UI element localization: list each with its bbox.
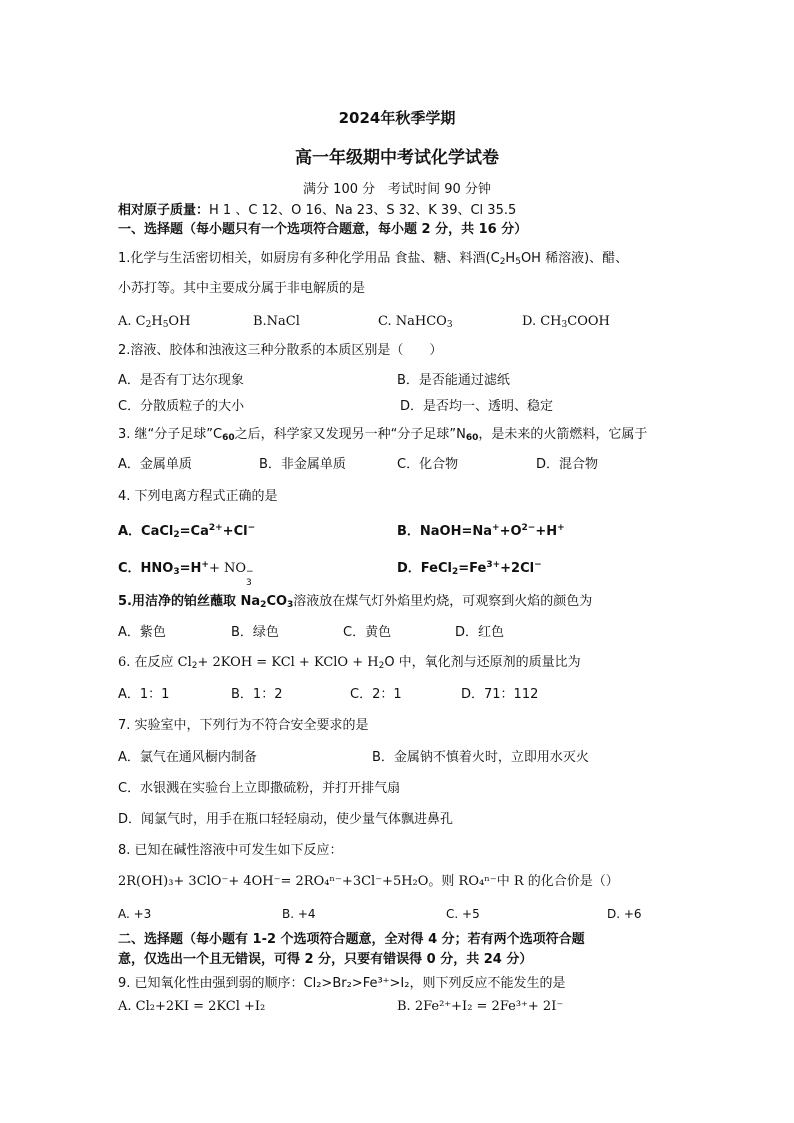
q5-stem: 5.用洁净的铂丝蘸取 $Na_2CO_3$溶液放在煤气灯外焰里灼烧，可观察到火焰的颜色为	[118, 594, 593, 610]
q9-stem: 9. 已知氧化性由强到弱的顺序：Cl₂>Br₂>Fe³⁺>I₂，则下列反应不能发生的是	[118, 976, 566, 991]
q7-option-d: D．闻氯气时，用手在瓶口轻轻扇动，使少量气体飘进鼻孔	[118, 812, 454, 827]
q4-option-a-text: A．CaCl	[118, 524, 174, 539]
q1-stem-line2: 小苏打等。其中主要成分属于非电解质的是	[118, 281, 366, 296]
q4-option-b-text: B．NaOH=Na	[397, 524, 493, 539]
q5-option-a: A．紫色	[118, 625, 166, 640]
q4-option-a: A．$CaCl_2=Ca^{2+}+Cl^-$	[118, 523, 256, 540]
q3-option-b: B．非金属单质	[259, 457, 346, 472]
q4-option-c: C．$HNO_3=H^++$ NO − 3	[118, 560, 254, 588]
q1-option-a-text: H	[151, 314, 163, 329]
q1-option-c: C. NaHCO$_3$	[378, 314, 453, 330]
q7-stem: 7. 实验室中，下列行为不符合安全要求的是	[118, 718, 369, 733]
q4-option-d-text: +2Cl	[500, 561, 535, 576]
exam-term: 2024年秋季学期	[338, 109, 456, 127]
q4-option-a-text: =Ca	[179, 524, 209, 539]
q6-option-a: A．1：1	[118, 687, 170, 702]
q1-option-a-text: A. C	[118, 314, 146, 329]
q1-option-b: B.NaCl	[253, 314, 300, 329]
section-2-heading: 二、选择题（每小题有 1-2 个选项符合题意，全对得 4 分；若有两个选项符合题	[118, 932, 585, 947]
q3-option-a: A．金属单质	[118, 457, 192, 472]
section-1-heading: 一、选择题（每小题只有一个选项符合题意，每小题 2 分，共 16 分）	[118, 222, 528, 237]
exam-title: 高一年级期中考试化学试卷	[295, 148, 499, 168]
q7-option-a: A．氯气在通风橱内制备	[118, 750, 257, 765]
q3-option-d: D．混合物	[536, 457, 599, 472]
q4-option-c-text: + NO	[208, 561, 247, 576]
q9-option-b: B. 2Fe²⁺+I₂ = 2Fe³⁺+ 2I⁻	[397, 999, 564, 1014]
q2-option-b: B．是否能通过滤纸	[397, 373, 510, 388]
q4-option-b-text: +H	[535, 524, 558, 539]
q6-option-c: C．2：1	[350, 687, 402, 702]
q6-stem-part: + 2KOH = KCl + KClO + H	[197, 655, 379, 670]
q5-stem-part: CO	[266, 594, 288, 609]
q1-option-d: D. $CH_3COOH$	[522, 314, 610, 330]
q1-option-d-text: D. CH	[522, 314, 562, 329]
q4-option-b-text: +O	[499, 524, 522, 539]
q3-stem: 3. 继“分子足球$”C_{60}$之后，科学家又发现另一种“分子足球$”N_{60}$，是未来的火箭燃料，它属于	[118, 427, 648, 443]
q3-stem-part: 3. 继“分子足球”C	[118, 427, 223, 442]
q6-stem-part: 6. 在反应 Cl	[118, 655, 192, 670]
q4-option-d: D．$FeCl_2=Fe^{3+}+2Cl^-$	[397, 560, 542, 577]
q3-option-c: C．化合物	[397, 457, 459, 472]
q5-option-b: B．绿色	[231, 625, 279, 640]
q2-option-c: C．分散质粒子的大小	[118, 399, 245, 414]
q1-stem-part: 1.化学与生活密切相关，如厨房有多种化学用品 食盐、糖、料酒(C	[118, 251, 500, 266]
q8-option-b: B. +4	[282, 907, 316, 921]
q4-option-b: B．$NaOH=Na^++O^{2-}+H^+$	[397, 523, 565, 539]
q6-option-d: D．71：112	[461, 687, 539, 702]
q6-stem-part: O 中，氧化剂与还原剂的质量比为	[384, 655, 581, 670]
q1-option-a-text: OH	[168, 314, 191, 329]
q5-option-d: D．红色	[455, 625, 505, 640]
q4-stem: 4. 下列电离方程式正确的是	[118, 489, 278, 504]
q4-option-d-text: D．FeCl	[397, 561, 452, 576]
q5-stem-part: 5.用洁净的铂丝蘸取 Na	[118, 594, 261, 609]
q8-option-d: D. +6	[607, 907, 642, 921]
atomic-mass-line	[118, 203, 516, 219]
q8-option-a: A. +3	[118, 907, 152, 921]
q1-option-d-text: COOH	[567, 314, 610, 329]
q3-stem-part: ，是未来的火箭燃料，它属于	[478, 427, 648, 442]
q1-stem: 1.化学与生活密切相关，如厨房有多种化学用品 食盐、糖、料酒($C_2H_5OH$ 稀溶液)、醋、	[118, 251, 629, 267]
exam-meta: 满分 100 分 考试时间 90 分钟	[303, 182, 491, 197]
atomic-mass-label: 相对原子质量：	[118, 203, 210, 218]
q1-stem-part: H	[505, 251, 516, 266]
q6-option-b: B．1：2	[231, 687, 283, 702]
section-2-heading-cont: 意，仅选出一个且无错误，可得 2 分，只要有错误得 0 分，共 24 分）	[118, 952, 533, 967]
q2-stem: 2.溶液、胶体和浊液这三种分散系的本质区别是（ ）	[118, 343, 443, 358]
q5-option-c: C．黄色	[343, 625, 392, 640]
q8-option-c: C. +5	[446, 907, 480, 921]
q8-equation: 2R(OH)₃+ 3ClO⁻+ 4OH⁻= 2RO₄ⁿ⁻+3Cl⁻+5H₂O。则 RO₄ⁿ⁻中 R 的化合价是（）	[118, 874, 619, 889]
q2-option-a: A．是否有丁达尔现象	[118, 373, 244, 388]
q8-stem: 8. 已知在碱性溶液中可发生如下反应：	[118, 843, 343, 858]
q4-option-c-text: =H	[179, 561, 202, 576]
q7-option-c: C．水银溅在实验台上立即撒硫粉，并打开排气扇	[118, 781, 401, 796]
q1-option-a: A. $C_2H_5OH$	[118, 314, 191, 330]
q4-option-c-text: C．HNO	[118, 561, 174, 576]
q5-stem-part: 溶液放在煤气灯外焰里灼烧，可观察到火焰的颜色为	[293, 594, 593, 609]
q3-stem-part: 之后，科学家又发现另一种“分子足球”N	[234, 427, 466, 442]
q2-option-d: D．是否均一、透明、稳定	[400, 399, 554, 414]
q7-option-b: B．金属钠不慎着火时，立即用水灭火	[372, 750, 589, 765]
q1-stem-part: OH 稀溶液)、醋、	[520, 251, 629, 266]
q4-option-d-text: =Fe	[458, 561, 487, 576]
q4-option-a-text: +Cl	[222, 524, 248, 539]
q9-option-a: A. Cl₂+2KI = 2KCl +I₂	[118, 999, 266, 1014]
q6-stem: 6. 在反应 $Cl_2+ 2KOH$ = KCl + KClO + $H_2O$ 中，氧化剂与还原剂的质量比为	[118, 655, 581, 671]
atomic-mass-values: H 1 、C 12、O 16、Na 23、S 32、K 39、Cl 35.5	[209, 203, 517, 218]
q1-option-c-text: C. NaHCO	[378, 314, 447, 329]
